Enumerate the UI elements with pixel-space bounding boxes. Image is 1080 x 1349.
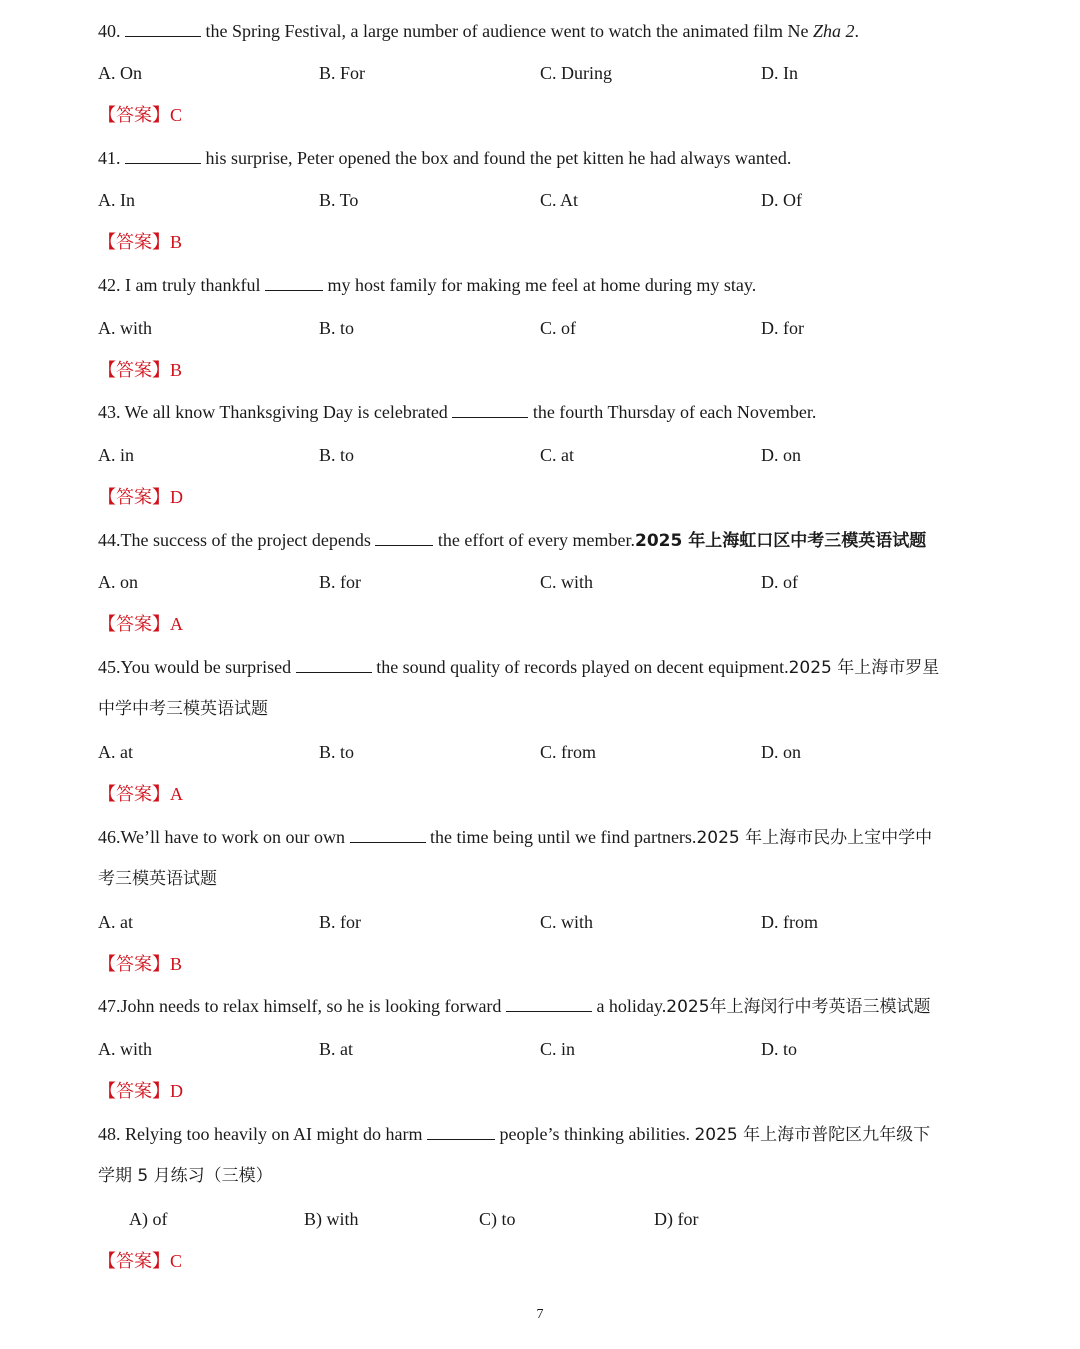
question-text-pre: We all know Thanksgiving Day is celebrated xyxy=(120,402,453,422)
option-c: C. with xyxy=(540,912,594,932)
question-text-pre: Relying too heavily on AI might do harm xyxy=(120,1124,427,1144)
answer-blank xyxy=(375,529,433,546)
option-c: C. with xyxy=(540,572,594,592)
question-number: 48. xyxy=(98,1124,121,1144)
question-number: 41. xyxy=(98,148,121,168)
answer-key: 【答案】B xyxy=(98,954,183,974)
option-c: C) to xyxy=(479,1209,516,1229)
option-c: C. During xyxy=(540,63,612,83)
option-c: C. from xyxy=(540,742,596,762)
question-text: the sound quality of records played on decent equipment. xyxy=(371,657,789,677)
answer-key: 【答案】C xyxy=(98,1251,183,1271)
option-d: D. on xyxy=(761,742,801,762)
question-40 xyxy=(98,20,998,42)
answer-key: 【答案】A xyxy=(98,784,183,804)
answer-blank xyxy=(427,1123,495,1140)
question-source: 2025 年上海市民办上宝中学中 xyxy=(696,828,933,848)
question-text-pre: I am truly thankful xyxy=(120,275,265,295)
option-d: D. of xyxy=(761,572,798,592)
option-d: D. on xyxy=(761,445,801,465)
question-45 xyxy=(98,656,998,679)
option-b: B. to xyxy=(319,318,355,338)
question-source-continued: 考三模英语试题 xyxy=(98,869,217,889)
question-source: 2025 年上海市罗星 xyxy=(788,658,940,678)
question-number: 45. xyxy=(98,657,121,677)
option-a: A. on xyxy=(98,572,138,592)
option-b: B. for xyxy=(319,572,361,592)
question-number: 43. xyxy=(98,402,121,422)
option-a: A. with xyxy=(98,1039,152,1059)
question-text: the Spring Festival, a large number of audience went to watch the animated film Ne xyxy=(201,21,813,41)
option-a: A. at xyxy=(98,742,133,762)
question-source-continued: 学期 5 月练习（三模） xyxy=(98,1166,273,1186)
question-source: 2025 年上海市普陀区九年级下 xyxy=(694,1125,931,1145)
question-47 xyxy=(98,995,998,1018)
option-c: C. in xyxy=(540,1039,576,1059)
option-a: A. On xyxy=(98,63,142,83)
question-text: my host family for making me feel at home during my stay. xyxy=(322,275,757,295)
answer-key: 【答案】A xyxy=(98,614,183,634)
question-number: 40. xyxy=(98,21,121,41)
option-b: B. To xyxy=(319,190,359,210)
option-d: D. for xyxy=(761,318,804,338)
question-text: the effort of every member. xyxy=(433,530,636,550)
option-b: B. to xyxy=(319,445,355,465)
option-a: A. with xyxy=(98,318,152,338)
question-text-pre: We’ll have to work on our own xyxy=(120,827,350,847)
answer-blank xyxy=(265,274,323,291)
answer-key: 【答案】B xyxy=(98,360,183,380)
answer-key: 【答案】B xyxy=(98,232,183,252)
film-title: Zha 2 xyxy=(812,21,855,41)
option-b: B. to xyxy=(319,742,355,762)
answer-key: 【答案】D xyxy=(98,1081,183,1101)
option-c: C. of xyxy=(540,318,576,338)
option-c: C. at xyxy=(540,445,574,465)
question-42 xyxy=(98,274,998,296)
question-44 xyxy=(98,529,998,552)
question-text: people’s thinking abilities. xyxy=(494,1124,695,1144)
option-c: C. At xyxy=(540,190,579,210)
answer-blank xyxy=(350,826,426,843)
answer-blank xyxy=(125,147,201,164)
option-a: A. in xyxy=(98,445,134,465)
option-b: B. at xyxy=(319,1039,353,1059)
question-43 xyxy=(98,401,998,423)
option-a: A) of xyxy=(129,1209,168,1229)
option-b: B. For xyxy=(319,63,366,83)
answer-key: 【答案】D xyxy=(98,487,183,507)
question-text: the time being until we find partners. xyxy=(425,827,697,847)
answer-blank xyxy=(506,995,592,1012)
question-text-pre: You would be surprised xyxy=(120,657,296,677)
question-46 xyxy=(98,826,998,849)
option-d: D. In xyxy=(761,63,798,83)
question-text-pre: The success of the project depends xyxy=(120,530,376,550)
option-a: A. at xyxy=(98,912,133,932)
option-d: D) for xyxy=(654,1209,699,1229)
answer-blank xyxy=(452,401,528,418)
option-d: D. Of xyxy=(761,190,802,210)
question-text-pre: John needs to relax himself, so he is looking forward xyxy=(120,996,506,1016)
option-a: A. In xyxy=(98,190,135,210)
question-text: a holiday. xyxy=(591,996,667,1016)
option-d: D. from xyxy=(761,912,818,932)
question-41 xyxy=(98,147,998,169)
question-text: the fourth Thursday of each November. xyxy=(528,402,817,422)
page-number: 7 xyxy=(536,1307,544,1322)
question-number: 42. xyxy=(98,275,121,295)
answer-blank xyxy=(296,656,372,673)
question-number: 44. xyxy=(98,530,121,550)
question-text: his surprise, Peter opened the box and found the pet kitten he had always wanted. xyxy=(201,148,792,168)
question-source: 2025年上海闵行中考英语三模试题 xyxy=(666,997,931,1017)
question-text-end: . xyxy=(854,21,859,41)
answer-blank xyxy=(125,20,201,37)
question-48 xyxy=(98,1123,998,1146)
question-number: 46. xyxy=(98,827,121,847)
question-source-continued: 中学中考三模英语试题 xyxy=(98,699,268,719)
question-source: 2025 年上海虹口区中考三模英语试题 xyxy=(635,531,927,551)
question-number: 47. xyxy=(98,996,121,1016)
option-b: B) with xyxy=(304,1209,359,1229)
option-d: D. to xyxy=(761,1039,797,1059)
option-b: B. for xyxy=(319,912,361,932)
answer-key: 【答案】C xyxy=(98,105,183,125)
